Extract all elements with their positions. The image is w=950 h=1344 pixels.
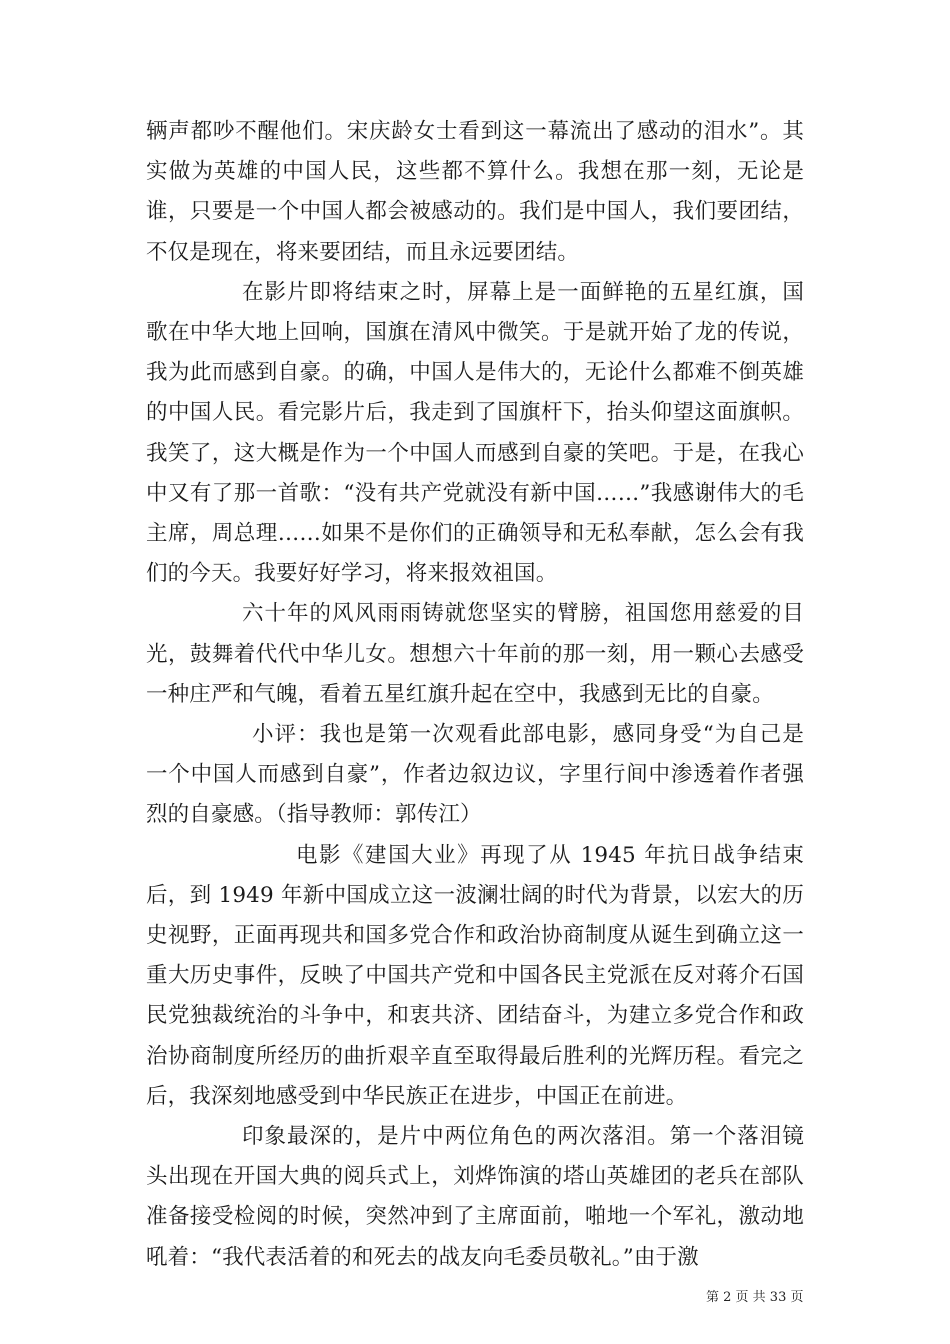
paragraph-1: 辆声都吵不醒他们。宋庆龄女士看到这一幕流出了感动的泪水”。其实做为英雄的中国人民，这些都不算什么。我想在那一刻，无论是谁，只要是一个中国人都会被感动的。我们是中国人，我们要团结，不仅是现在，将来要团结，而且永远要团结。 xyxy=(146,119,804,265)
paragraph-5: 印象最深的，是片中两位角色的两次落泪。第一个落泪镜头出现在开国大典的阅兵式上，刘烨饰演的塔山英雄团的老兵在部队准备接受检阅的时候，突然冲到了主席面前，啪地一个军礼，激动地吼着：“我代表活着的和死去的战友向毛委员敬礼。”由于激 xyxy=(146,1124,804,1270)
paragraph-2: 在影片即将结束之时，屏幕上是一面鲜艳的五星红旗，国歌在中华大地上回响，国旗在清风中微笑。于是就开始了龙的传说，我为此而感到自豪。的确，中国人是伟大的，无论什么都难不倒英雄的中国人民。看完影片后，我走到了国旗杆下，抬头仰望这面旗帜。我笑了，这大概是作为一个中国人而感到自豪的笑吧。于是，在我心中又有了那一首歌：“没有共产党就没有新中国……”我感谢伟大的毛主席，周总理……如果不是你们的正确领导和无私奉献，怎么会有我们的今天。我要好好学习，将来报效祖国。 xyxy=(146,279,804,587)
page-number-footer: 第 2 页 共 33 页 xyxy=(706,1290,804,1305)
paragraph-4: 电影《建国大业》再现了从 1945 年抗日战争结束后，到 1949 年新中国成立这一波澜壮阔的时代为背景，以宏大的历史视野，正面再现共和国多党合作和政治协商制度从诞生到确立这一重大历史事件，反映了中国共产党和中国各民主党派在反对蒋介石国民党独裁统治的斗争中，和衷共济、团结奋斗，为建立多党合作和政治协商制度所经历的曲折艰辛直至取得最后胜利的光辉历程。看完之后，我深刻地感受到中华民族正在进步，中国正在前进。 xyxy=(146,842,804,1109)
paragraph-review: 小评：我也是第一次观看此部电影，感同身受“为自己是一个中国人而感到自豪”，作者边叙边议，字里行间中渗透着作者强烈的自豪感。（指导教师：郭传江） xyxy=(146,722,804,828)
document-body xyxy=(146,112,804,1278)
paragraph-3: 六十年的风风雨雨铸就您坚实的臂膀，祖国您用慈爱的目光，鼓舞着代代中华儿女。想想六十年前的那一刻，用一颗心去感受一种庄严和气魄，看着五星红旗升起在空中，我感到无比的自豪。 xyxy=(146,601,804,707)
